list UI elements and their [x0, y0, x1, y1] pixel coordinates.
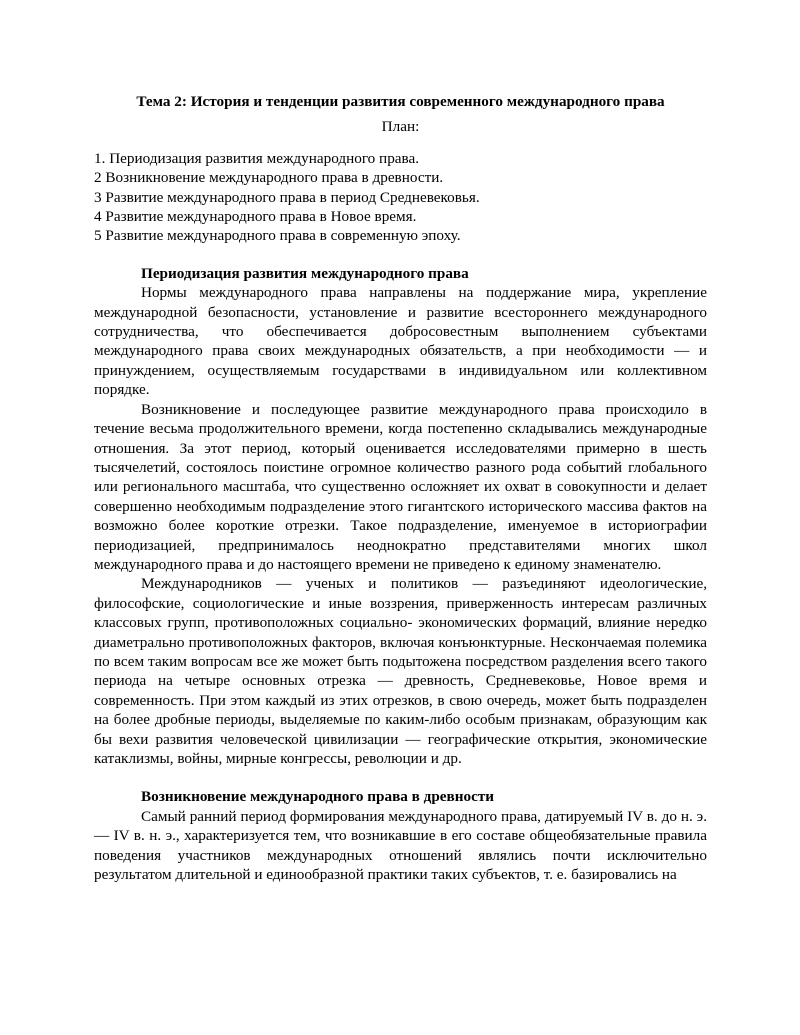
section-heading: Периодизация развития международного права — [141, 264, 469, 282]
section-spacer — [94, 768, 707, 787]
plan-item: 4 Развитие международного права в Новое время. — [94, 208, 417, 226]
plan-item: 5 Развитие международного права в современную эпоху. — [94, 227, 461, 245]
plan-label: План: — [381, 118, 420, 136]
paragraph: Нормы международного права направлены на поддержание мира, укрепление международной безопасности, установление и развитие всестороннего международного сотрудничества, что обеспечивается добросовестным выполнением субъектами международного права своих международных обязательств, а при необходимости — и принуждением, осуществляемым государствами в индивидуальном или коллективном порядке. — [94, 284, 707, 399]
paragraph: Самый ранний период формирования международного права, датируемый IV в. до н. э. — IV в. н. э., характеризуется тем, что возникавшие в его составе общеобязательные правила поведения участников международных отношений являлись почти исключительно результатом длительной и единообразной практики таких субъектов, т. е. базировались на — [94, 807, 707, 884]
section-heading: Возникновение международного права в древности — [141, 788, 495, 806]
document-page — [94, 92, 707, 884]
section-antiquity — [94, 787, 707, 884]
plan-item: 2 Возникновение международного права в древности. — [94, 169, 444, 187]
paragraph: Международников — ученых и политиков — разъединяют идеологические, философские, социологические и иные воззрения, приверженность интересам различных классовых групп, противоположных социально- экономических формаций, влияние нередко диаметрально противоположных факторов, включая конъюнктурные. Нескончаемая полемика по всем таким вопросам все же может быть подытожена посредством разделения всего такого периода на четыре основных отрезка — древность, Средневековье, Новое время и современность. При этом каждый из этих отрезков, в свою очередь, может быть подразделен на более дробные периоды, выделяемые по каким-либо особым признакам, образующим как бы вехи развития человеческой цивилизации — географические открытия, экономические катаклизмы, войны, мирные конгрессы, революции и др. — [94, 575, 707, 767]
section-periodization — [94, 264, 707, 769]
plan-item: 1. Периодизация развития международного права. — [94, 149, 420, 167]
paragraph: Возникновение и последующее развитие международного права происходило в течение весьма продолжительного времени, когда постепенно складывались международные отношения. За этот период, который оценивается исследователями примерно в шесть тысячелетий, состоялось поистине огромное количество разного рода событий глобального или регионального масштаба, что существенно осложняет их охват в совокупности и делает совершенно необходимым подразделение этого гигантского исторического массива фактов на возможно более короткие отрезки. Такое подразделение, именуемое в историографии периодизацией, предпринималось неоднократно представителями многих школ международного права и до настоящего времени не приведено к единому знаменателю. — [94, 400, 707, 573]
plan-item: 3 Развитие международного права в период Средневековья. — [94, 188, 480, 206]
document-title: Тема 2: История и тенденции развития современного международного права — [136, 93, 665, 110]
plan-list — [94, 149, 707, 246]
